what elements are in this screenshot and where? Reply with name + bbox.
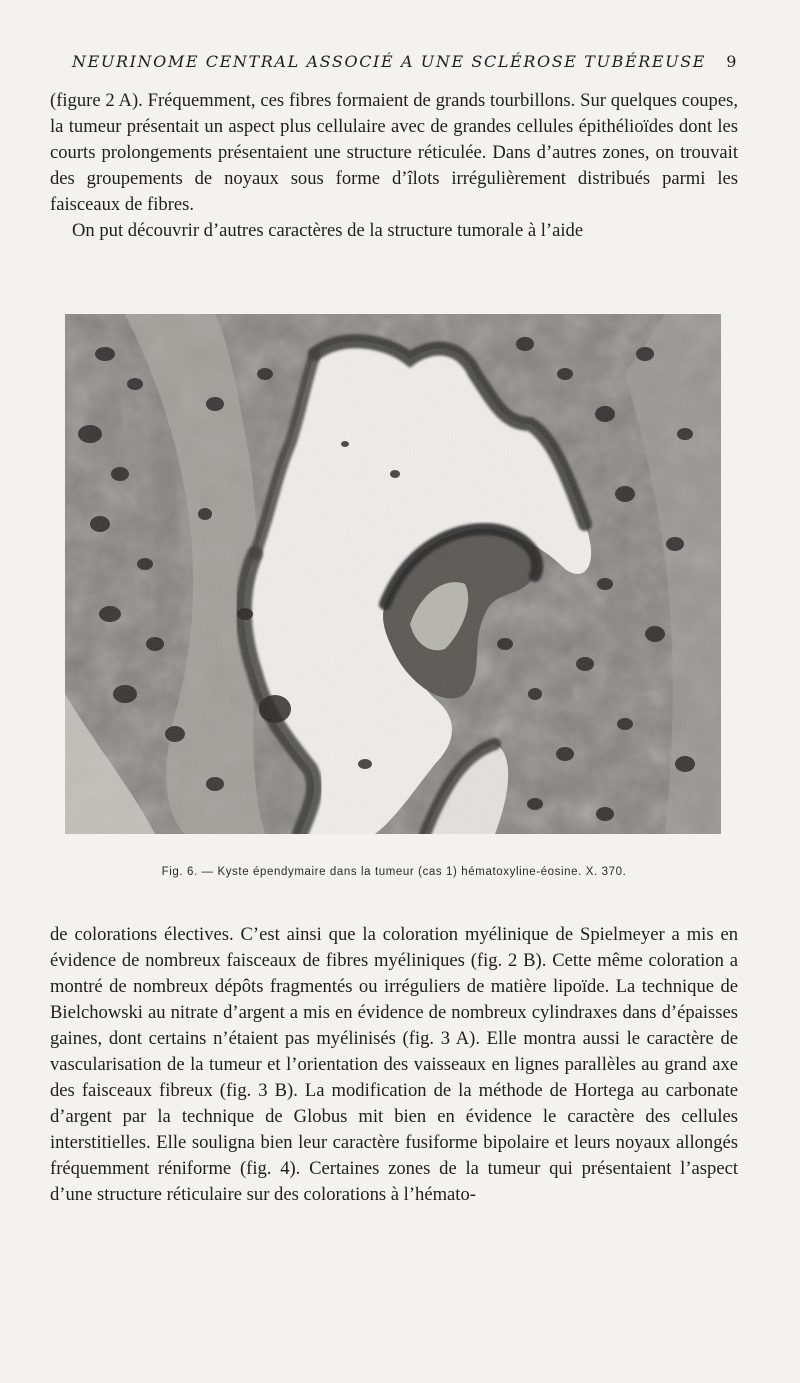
histology-micrograph — [65, 314, 721, 834]
micrograph-image — [65, 314, 721, 834]
paragraph: (figure 2 A). Fréquemment, ces fibres formaient de grands tourbillons. Sur quelques coupes, la tumeur présentait un aspect plus cellulaire avec de grandes cellules épithélioïdes dont les courts prolongements présentaient une structure réticulée. Dans d’autres zones, on trouvait des groupements de noyaux sous forme d’îlots irrégulièrement distribués parmi les faisceaux de fibres. — [50, 90, 738, 215]
figure-caption: Fig. 6. — Kyste épendymaire dans la tumeur (cas 1) hématoxyline-éosine. X. 370. — [161, 866, 627, 878]
page-number: 9 — [726, 52, 738, 71]
body-text-bottom — [50, 922, 738, 1208]
body-text-top — [50, 88, 738, 244]
paragraph: de colorations électives. C’est ainsi que la coloration myélinique de Spielmeyer a mis en évidence de nombreux faisceaux de fibres myéliniques (fig. 2 B). Cette même coloration a montré de nombreux dépôts fragmentés ou irréguliers de matière lipoïde. La technique de Bielchowski au nitrate d’argent a mis en évidence de nombreux cylindraxes dans d’épaisses gaines, dont certains n’étaient pas myélinisés (fig. 3 A). Elle montra aussi le caractère de vascularisation de la tumeur et l’orientation des vaisseaux en lignes parallèles au grand axe des faisceaux fibreux (fig. 3 B). La modification de la méthode de Hortega au carbonate d’argent par la technique de Globus mit bien en évidence le caractère des cellules interstitielles. Elle souligna bien leur caractère fusiforme bipolaire et leurs noyaux allongés fréquemment réniforme (fig. 4). Certaines zones de la tumeur qui présentaient l’aspect d’une structure réticulaire sur des colorations à l’hémato- — [50, 924, 738, 1205]
running-head — [72, 52, 738, 76]
running-head-title: NEURINOME CENTRAL ASSOCIÉ A UNE SCLÉROSE TUBÉREUSE — [72, 52, 707, 71]
paragraph: On put découvrir d’autres caractères de la structure tumorale à l’aide — [72, 220, 584, 241]
